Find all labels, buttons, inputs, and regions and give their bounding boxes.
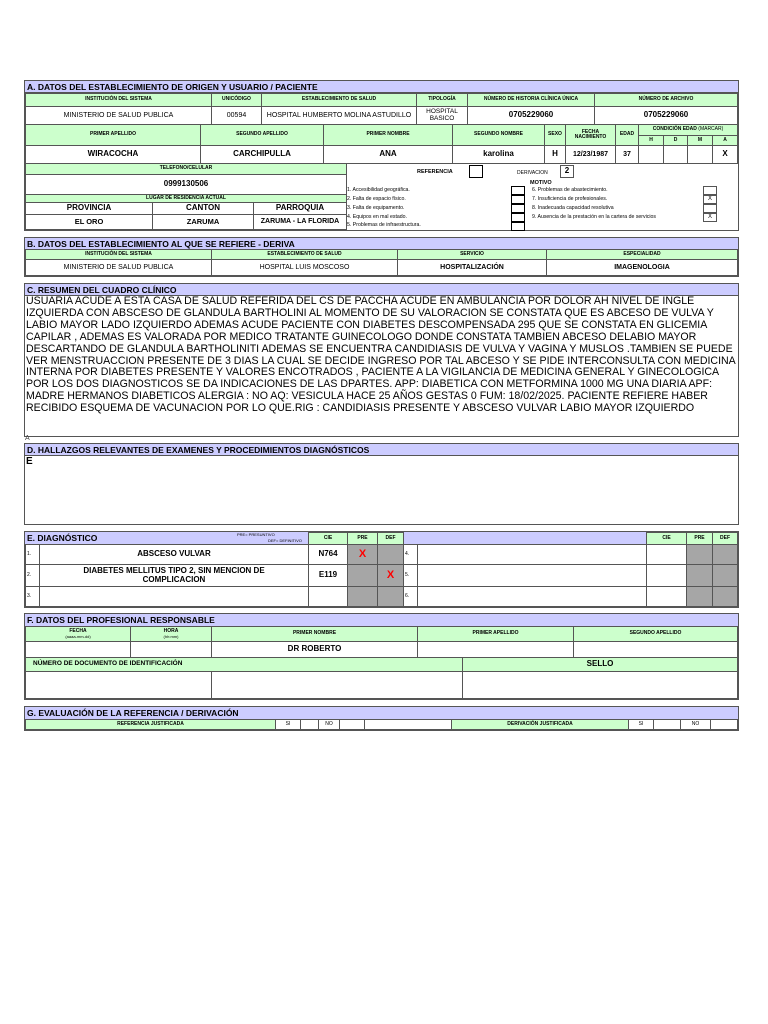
segundo-apellido-value: CARCHIPULLA xyxy=(200,145,324,164)
establecimiento-header: ESTABLECIMIENTO DE SALUD xyxy=(261,93,417,107)
diag-row-2-pre[interactable] xyxy=(347,564,378,587)
fecha-nacimiento-value: 12/23/1987 xyxy=(565,145,616,164)
e-def-header-left: DEF xyxy=(377,532,404,545)
section-f-title: F. DATOS DEL PROFESIONAL RESPONSABLE xyxy=(25,614,738,627)
diag-row-3-cie xyxy=(308,586,348,607)
e-cie-header-right: CIE xyxy=(646,532,687,545)
f-primer-nombre-value: DR ROBERTO xyxy=(211,641,418,658)
diag-row-2-cie: E119 xyxy=(308,564,348,587)
diag-row-2-def[interactable]: X xyxy=(377,564,404,587)
f-segundo-apellido-value[interactable] xyxy=(573,641,738,658)
motivo-8-checkbox[interactable] xyxy=(703,204,717,213)
canton-value: ZARUMA xyxy=(152,214,254,230)
section-a xyxy=(24,80,739,231)
motivo-3: 3. Falta de equipamento. xyxy=(347,205,405,211)
b-especialidad-header: ESPECIALIDAD xyxy=(546,249,738,260)
derivacion-label: DERIVACIÓN xyxy=(517,170,548,176)
motivo-9: 9. Ausencia de la prestación en la cartera de servicios xyxy=(532,214,656,220)
f-primer-apellido-value[interactable] xyxy=(417,641,574,658)
primer-nombre-value: ANA xyxy=(323,145,453,164)
f-documento-value-2[interactable] xyxy=(211,671,463,699)
f-hora-label: HORA xyxy=(163,628,179,635)
diag-row-4-def[interactable] xyxy=(712,544,738,565)
historia-header: NÚMERO DE HISTORIA CLÍNICA ÚNICA xyxy=(467,93,595,107)
diag-row-1-text: ABSCESO VULVAR xyxy=(39,544,309,565)
provincia-header: PROVINCIA xyxy=(25,202,153,215)
fecha-nacimiento-header: FECHA NACIMIENTO xyxy=(565,124,616,146)
g-der-no-label: NO xyxy=(680,719,711,730)
f-hora-hint: (hh:mm) xyxy=(163,633,179,639)
section-g-title: G. EVALUACIÓN DE LA REFERENCIA / DERIVACIÓN xyxy=(25,707,738,720)
diag-row-6-num: 6. xyxy=(403,586,418,607)
g-ref-no-box[interactable] xyxy=(339,719,365,730)
motivo-7: 7. Insuficiencia de profesionales. xyxy=(532,196,608,202)
g-ref-no-label: NO xyxy=(318,719,340,730)
unicodigo-header: UNICÓDIGO xyxy=(211,93,262,107)
f-primer-nombre-header: PRIMER NOMBRE xyxy=(211,626,418,642)
section-c-title: C. RESUMEN DEL CUADRO CLÍNICO xyxy=(25,284,738,296)
section-d xyxy=(24,443,739,525)
diag-row-5-text xyxy=(417,564,647,587)
segundo-nombre-header: SEGUNDO NOMBRE xyxy=(452,124,545,146)
motivo-1-checkbox[interactable] xyxy=(511,186,525,195)
b-servicio-value: HOSPITALIZACIÓN xyxy=(397,259,547,276)
g-derivacion-justificada: DERIVACIÓN JUSTIFICADA xyxy=(451,719,629,730)
diag-row-1-def[interactable] xyxy=(377,544,404,565)
diag-row-3-pre[interactable] xyxy=(347,586,378,607)
motivo-4: 4. Equipos en mal estado. xyxy=(347,214,407,220)
historia-value: 0705229060 xyxy=(467,106,595,125)
diag-row-3-text xyxy=(39,586,309,607)
diag-row-4-num: 4. xyxy=(403,544,418,565)
g-der-si-label: SI xyxy=(628,719,654,730)
f-fecha-hint: (aaaa-mm-dd) xyxy=(65,633,91,639)
section-c-footer-letter: A xyxy=(25,435,30,442)
telefono-header: TELEFONO/CELULAR xyxy=(25,163,347,175)
section-d-title: D. HALLAZGOS RELEVANTES DE EXAMENES Y PROCEDIMIENTOS DIAGNÓSTICOS xyxy=(25,444,738,456)
segundo-apellido-header: SEGUNDO APELLIDO xyxy=(200,124,324,146)
f-primer-apellido-header: PRIMER APELLIDO xyxy=(417,626,574,642)
motivo-2-checkbox[interactable] xyxy=(511,195,525,204)
telefono-value: 0999130506 xyxy=(25,174,347,195)
clinical-summary-text: USUARIA ACUDE A ESTA CASA DE SALUD REFERIDA DEL CS DE PACCHA ACUDE EN AMBULANCIA POR DOLOR AH NIVEL DE INGLE IZQUIERDA CON ABSCESO DE GLANDULA BARTHOLINI AL MOMENTO DE SU VALORACION SE CONSTATA QUE ES ABCESO DE VULVA Y LABIO MAYOR LADO IZQUIERDO ADEMAS ACUDE PACIENTE CON DIABETES DESCOMPENSADA 295 QUE SE CONSTATA EN GLICEMIA CAPILAR , ADEMAS ES VALORADA POR MEDICO TRATANTE GUINECOLOGO DONDE CONSTATA TAMBIEN ABCESO DELABIO MAYOR DESCARTANDO DE GLANDULA BARTHOLINITI ADEMAS SE ENCUENTRA CANDIDIASIS DE VULVA Y VAGINA Y MUSLOS .TAMBIEN SE PUEDE VER MENSTRUACCION PRESENTE DE 3 DIAS LA CUAL SE DECIDE INGRESO POR TAL ABCESO Y SE PIDE INTERCONSULTA CON MEDICINA INTERNA POR DIABETES PRESENTE Y VALORES ENCOTRADOS , PACIENTE A LA VIGILANCIA DE MEDICINA GENERAL Y GINECOLOGICA POR LOS DOS DIAGNOSTICOS SE DA INDICACIONES DE LAS DPARTES. APP: DIABETICA CON METFORMINA 1000 MG UNA DIARIA APF: MADRE HERMANOS DIABETICOS ALERGIA : NO AQ: VESICULA HACE 25 AÑOS GESTAS 0 FUM: 18/02/2025. PACIENTE REFIERE HABER RECIBIDO ESQUEMA DE VACUNACION POR LO QUE.RIG : CANDIDIASIS PRESENTE Y ABSCESO VULVAR LABIO MAYOR IZQUIERDO xyxy=(26,296,736,415)
legend-def: DEF= DEFINITIVO xyxy=(268,538,302,543)
condicion-m: M xyxy=(687,135,713,146)
diag-row-5-def[interactable] xyxy=(712,564,738,587)
diag-row-6-def[interactable] xyxy=(712,586,738,607)
diag-row-6-text xyxy=(417,586,647,607)
section-e xyxy=(24,531,739,608)
g-referencia-justificada: REFERENCIA JUSTIFICADA xyxy=(25,719,276,730)
b-especialidad-value: IMAGENOLOGIA xyxy=(546,259,738,276)
motivo-1: 1. Accesibilidad geográfica. xyxy=(347,187,410,193)
f-sello-area xyxy=(462,671,738,699)
sexo-header: SEXO xyxy=(544,124,566,146)
motivo-3-checkbox[interactable] xyxy=(511,204,525,213)
tipologia-value: HOSPITAL BASICO xyxy=(416,106,468,125)
motivo-5-checkbox[interactable] xyxy=(511,222,525,231)
parroquia-header: PARROQUIA xyxy=(253,202,347,215)
section-b-title: B. DATOS DEL ESTABLECIMIENTO AL QUE SE REFIERE - DERIVA xyxy=(25,238,738,250)
e-pre-header-left: PRE xyxy=(347,532,378,545)
diag-row-4-cie xyxy=(646,544,687,565)
g-ref-si-box[interactable] xyxy=(300,719,319,730)
f-fecha-value[interactable] xyxy=(25,641,131,658)
b-establecimiento-header: ESTABLECIMIENTO DE SALUD xyxy=(211,249,398,260)
condicion-a: A xyxy=(712,135,738,146)
f-segundo-apellido-header: SEGUNDO APELLIDO xyxy=(573,626,738,642)
tipologia-header: TIPOLOGÍA xyxy=(416,93,468,107)
f-sello-header: SELLO xyxy=(462,657,738,672)
canton-header: CANTON xyxy=(152,202,254,215)
motivo-8: 8. Inadecuada capacidad resolutiva xyxy=(532,205,614,211)
institucion-header: INSTITUCIÓN DEL SISTEMA xyxy=(25,93,212,107)
g-ref-si-label: SI xyxy=(275,719,301,730)
motivo-5: 5. Problemas de infraestructura. xyxy=(347,222,421,228)
establecimiento-value: HOSPITAL HUMBERTO MOLINA ASTUDILLO xyxy=(261,106,417,125)
condicion-m-box[interactable] xyxy=(687,145,713,164)
section-a-title: A. DATOS DEL ESTABLECIMIENTO DE ORIGEN Y USUARIO / PACIENTE xyxy=(25,81,738,93)
diag-row-5-pre[interactable] xyxy=(686,564,713,587)
diag-row-2-num: 2. xyxy=(25,564,40,587)
section-b xyxy=(24,237,739,277)
f-documento-header: NÚMERO DE DOCUMENTO DE IDENTIFICACIÓN xyxy=(25,657,463,672)
f-hora-header xyxy=(130,626,212,642)
g-ref-blank xyxy=(364,719,452,730)
g-der-si-box[interactable] xyxy=(653,719,681,730)
b-institucion-header: INSTITUCIÓN DEL SISTEMA xyxy=(25,249,212,260)
diag-row-5-cie xyxy=(646,564,687,587)
diag-row-4-pre[interactable] xyxy=(686,544,713,565)
parroquia-value: ZARUMA - LA FLORIDA xyxy=(253,214,347,230)
archivo-header: NÚMERO DE ARCHIVO xyxy=(594,93,738,107)
e-def-header-right: DEF xyxy=(712,532,738,545)
diag-row-3-num: 3. xyxy=(25,586,40,607)
e-cie-header-left: CIE xyxy=(308,532,348,545)
motivo-6-checkbox[interactable] xyxy=(703,186,717,195)
sexo-value: H xyxy=(544,145,566,164)
diag-row-1-cie: N764 xyxy=(308,544,348,565)
motivo-4-checkbox[interactable] xyxy=(511,213,525,222)
primer-apellido-header: PRIMER APELLIDO xyxy=(25,124,201,146)
f-fecha-header xyxy=(25,626,131,642)
archivo-value: 0705229060 xyxy=(594,106,738,125)
derivacion-value[interactable]: 2 xyxy=(560,165,574,178)
f-hora-value[interactable] xyxy=(130,641,212,658)
residencia-header: LUGAR DE RESIDENCIA ACTUAL xyxy=(25,194,347,203)
motivo-2: 2. Falta de espacio físico. xyxy=(347,196,406,202)
primer-nombre-header: PRIMER NOMBRE xyxy=(323,124,453,146)
f-documento-value[interactable] xyxy=(25,671,212,699)
motivo-label: MOTIVO xyxy=(530,180,552,186)
diag-row-6-pre[interactable] xyxy=(686,586,713,607)
edad-value: 37 xyxy=(615,145,639,164)
b-servicio-header: SERVICIO xyxy=(397,249,547,260)
provincia-value: EL ORO xyxy=(25,214,153,230)
findings-text: E xyxy=(26,456,33,467)
referencia-checkbox[interactable] xyxy=(469,165,483,178)
condicion-h: H xyxy=(638,135,664,146)
unicodigo-value: 00594 xyxy=(211,106,262,125)
motivo-9-checkbox[interactable]: X xyxy=(703,213,717,222)
diag-row-2-text: DIABETES MELLITUS TIPO 2, SIN MENCION DE COMPLICACION xyxy=(39,564,309,587)
condicion-d-box[interactable] xyxy=(663,145,688,164)
f-fecha-label: FECHA xyxy=(69,628,87,635)
condicion-a-box[interactable]: X xyxy=(712,145,738,164)
section-f xyxy=(24,613,739,700)
segundo-nombre-value: karolina xyxy=(452,145,545,164)
diag-row-1-pre[interactable]: X xyxy=(347,544,378,565)
diag-row-5-num: 5. xyxy=(403,564,418,587)
legend-pre: PRE= PRESUNTIVO xyxy=(237,532,275,537)
diag-row-1-num: 1. xyxy=(25,544,40,565)
institucion-value: MINISTERIO DE SALUD PUBLICA xyxy=(25,106,212,125)
b-institucion-value: MINISTERIO DE SALUD PUBLICA xyxy=(25,259,212,276)
diag-row-6-cie xyxy=(646,586,687,607)
motivo-6: 6. Problemas de abastecimiento. xyxy=(532,187,608,193)
motivo-7-checkbox[interactable]: X xyxy=(703,195,717,204)
condicion-edad-label: CONDICIÓN EDAD xyxy=(652,126,697,133)
b-establecimiento-value: HOSPITAL LUIS MOSCOSO xyxy=(211,259,398,276)
g-der-no-box[interactable] xyxy=(710,719,738,730)
section-g xyxy=(24,706,739,731)
condicion-h-box[interactable] xyxy=(638,145,664,164)
condicion-marcar-label: (MARCAR) xyxy=(698,126,724,133)
referencia-label: REFERENCIA xyxy=(417,169,453,175)
diag-row-4-text xyxy=(417,544,647,565)
condicion-d: D xyxy=(663,135,688,146)
section-e-title: E. DIAGNÓSTICO xyxy=(27,533,98,543)
primer-apellido-value: WIRACOCHA xyxy=(25,145,201,164)
e-pre-header-right: PRE xyxy=(686,532,713,545)
section-c xyxy=(24,283,739,437)
diag-row-3-def[interactable] xyxy=(377,586,404,607)
edad-header: EDAD xyxy=(615,124,639,146)
